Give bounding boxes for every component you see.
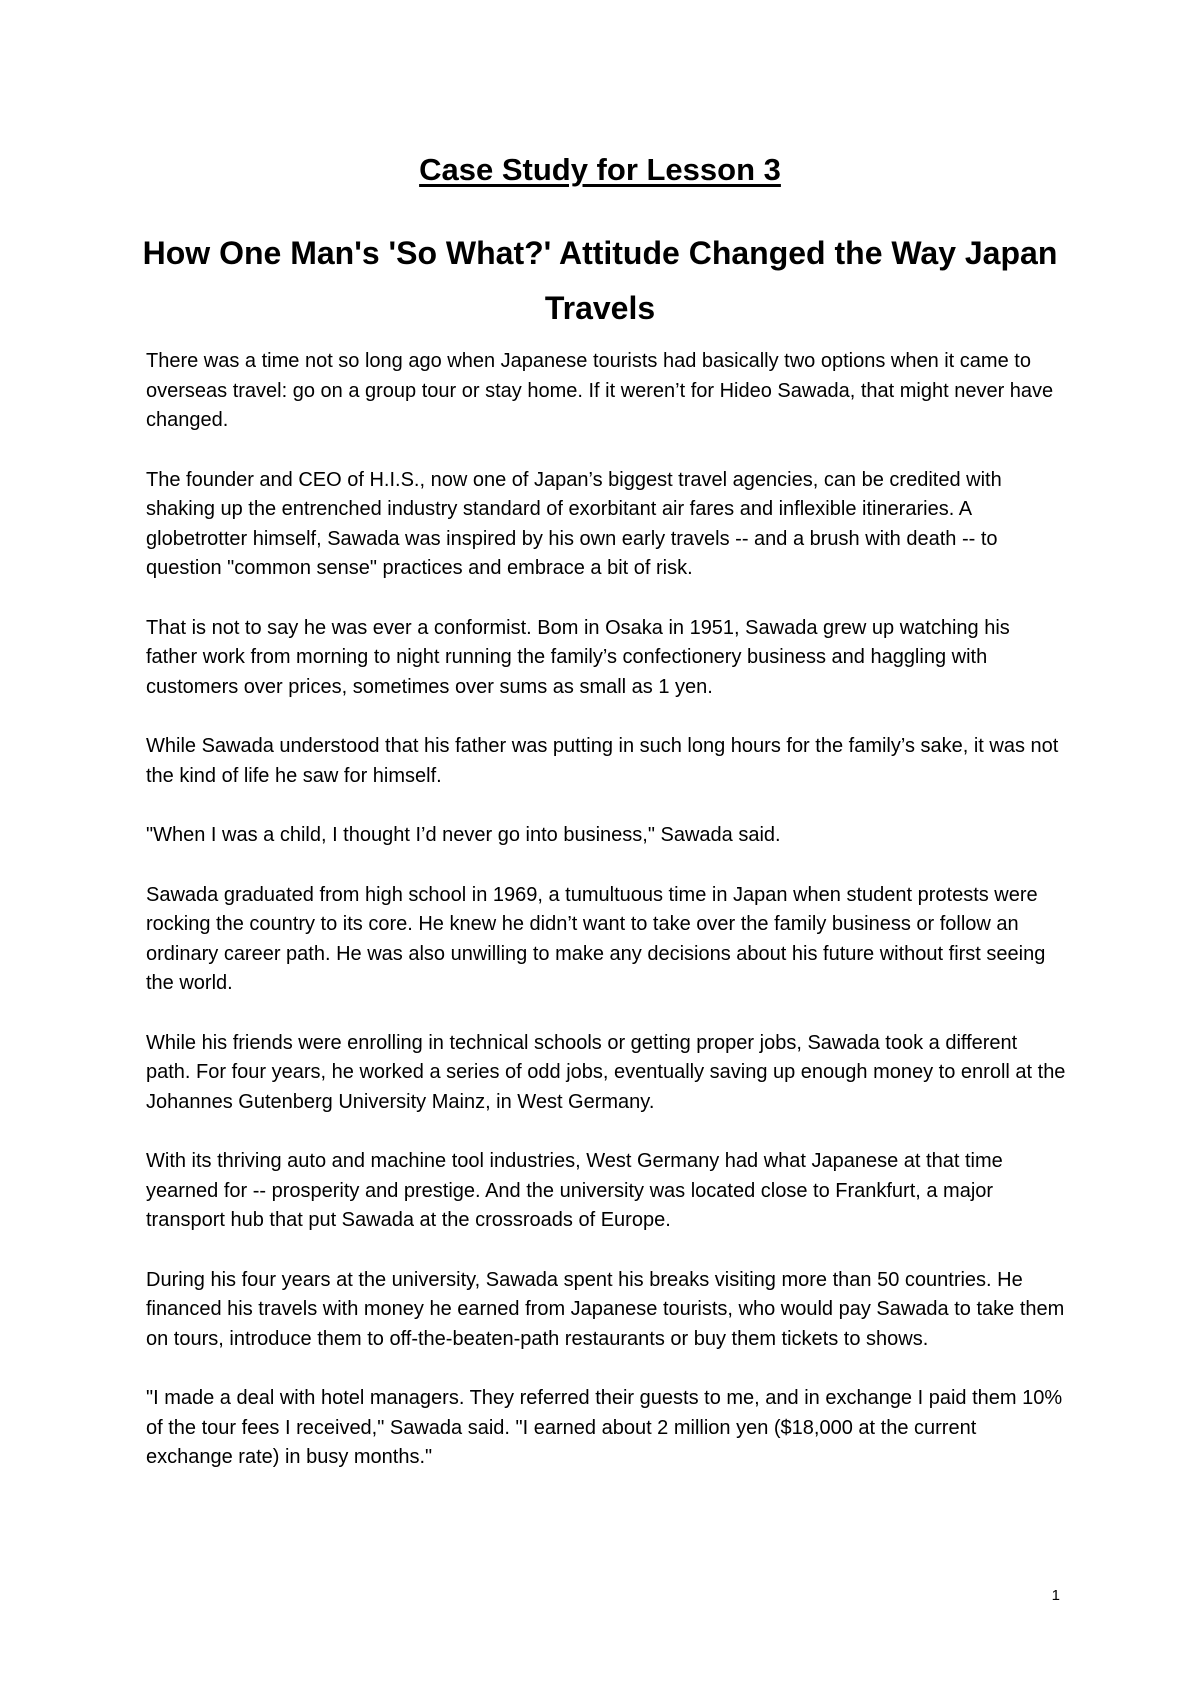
document-title: Case Study for Lesson 3 <box>419 152 781 187</box>
document-subtitle: How One Man's 'So What?' Attitude Changed the Way Japan Travels <box>142 235 1058 326</box>
paragraph: That is not to say he was ever a conformist. Bom in Osaka in 1951, Sawada grew up watching his father work from morning to night running the family’s confectionery business and haggling with customers over prices, sometimes over sums as small as 1 yen. <box>146 616 1010 698</box>
document-body <box>146 347 1066 1503</box>
page-number: 1 <box>1051 1587 1060 1604</box>
paragraph: "I made a deal with hotel managers. They referred their guests to me, and in exchange I paid them 10% of the tour fees I received," Sawada said. "I earned about 2 million yen ($18,000 at the current exchange rate) in busy months." <box>146 1387 1063 1468</box>
paragraph: "When I was a child, I thought I’d never go into business," Sawada said. <box>146 824 781 846</box>
paragraph: While Sawada understood that his father was putting in such long hours for the family’s sake, it was not the kind of life he saw for himself. <box>146 735 1059 787</box>
paragraph: The founder and CEO of H.I.S., now one of Japan’s biggest travel agencies, can be credited with shaking up the entrenched industry standard of exorbitant air fares and inflexible itineraries. A globetrotter himself, Sawada was inspired by his own early travels -- and a brush with death -- to question "common sense" practices and embrace a bit of risk. <box>146 468 1002 579</box>
paragraph: While his friends were enrolling in technical schools or getting proper jobs, Sawada took a different path. For four years, he worked a series of odd jobs, eventually saving up enough money to enroll at the Johannes Gutenberg University Mainz, in West Germany. <box>146 1031 1066 1113</box>
paragraph: Sawada graduated from high school in 1969, a tumultuous time in Japan when student protests were rocking the country to its core. He knew he didn’t want to take over the family business or follow an ordinary career path. He was also unwilling to make any decisions about his future without first seeing the world. <box>146 883 1046 994</box>
paragraph: With its thriving auto and machine tool industries, West Germany had what Japanese at that time yearned for -- prosperity and prestige. And the university was located close to Frankfurt, a major transport hub that put Sawada at the crossroads of Europe. <box>146 1150 1003 1231</box>
paragraph: There was a time not so long ago when Japanese tourists had basically two options when it came to overseas travel: go on a group tour or stay home. If it weren’t for Hideo Sawada, that might never have changed. <box>146 350 1054 431</box>
paragraph: During his four years at the university, Sawada spent his breaks visiting more than 50 countries. He financed his travels with money he earned from Japanese tourists, who would pay Sawada to take them on tours, introduce them to off-the-beaten-path restaurants or buy them tickets to shows. <box>146 1268 1065 1350</box>
